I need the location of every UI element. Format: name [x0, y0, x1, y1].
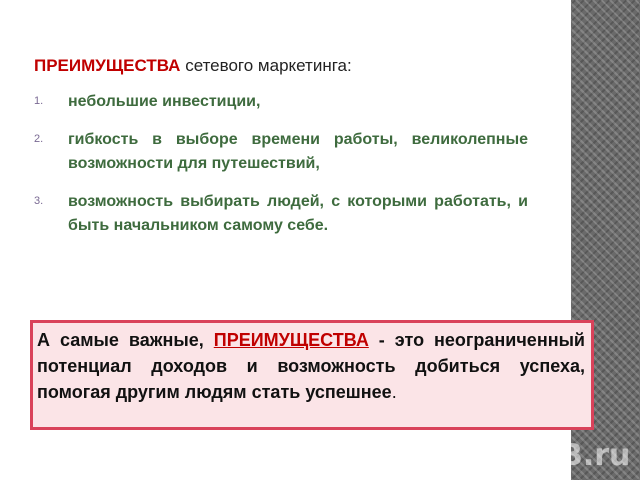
callout-box [30, 320, 594, 430]
advantages-list [34, 90, 528, 252]
callout-highlight: ПРЕИМУЩЕСТВА [213, 330, 369, 350]
slide-heading [34, 56, 554, 76]
callout-text [37, 327, 585, 405]
heading-rest: сетевого маркетинга: [180, 56, 352, 75]
callout-end: . [391, 382, 397, 402]
list-item-text: небольшие инвестиции, [68, 93, 261, 110]
list-item [34, 90, 528, 114]
list-item [34, 190, 528, 238]
list-item-text: возможность выбирать людей, с которыми работать, и быть начальником самому себе. [68, 193, 528, 234]
list-item-number: 1. [34, 95, 44, 107]
list-item-number: 3. [34, 195, 44, 207]
list-item-number: 2. [34, 133, 44, 145]
watermark: В.ru [560, 438, 631, 473]
callout-prefix: А самые важные, [37, 330, 214, 350]
list-item [34, 128, 528, 176]
heading-highlight: ПРЕИМУЩЕСТВА [34, 56, 181, 75]
callout-suffix: - это неограниченный потенциал доходов и возможность добиться успеха, помогая другим людям стать успешнее [37, 330, 586, 402]
list-item-text: гибкость в выборе времени работы, великолепные возможности для путешествий, [68, 131, 528, 172]
